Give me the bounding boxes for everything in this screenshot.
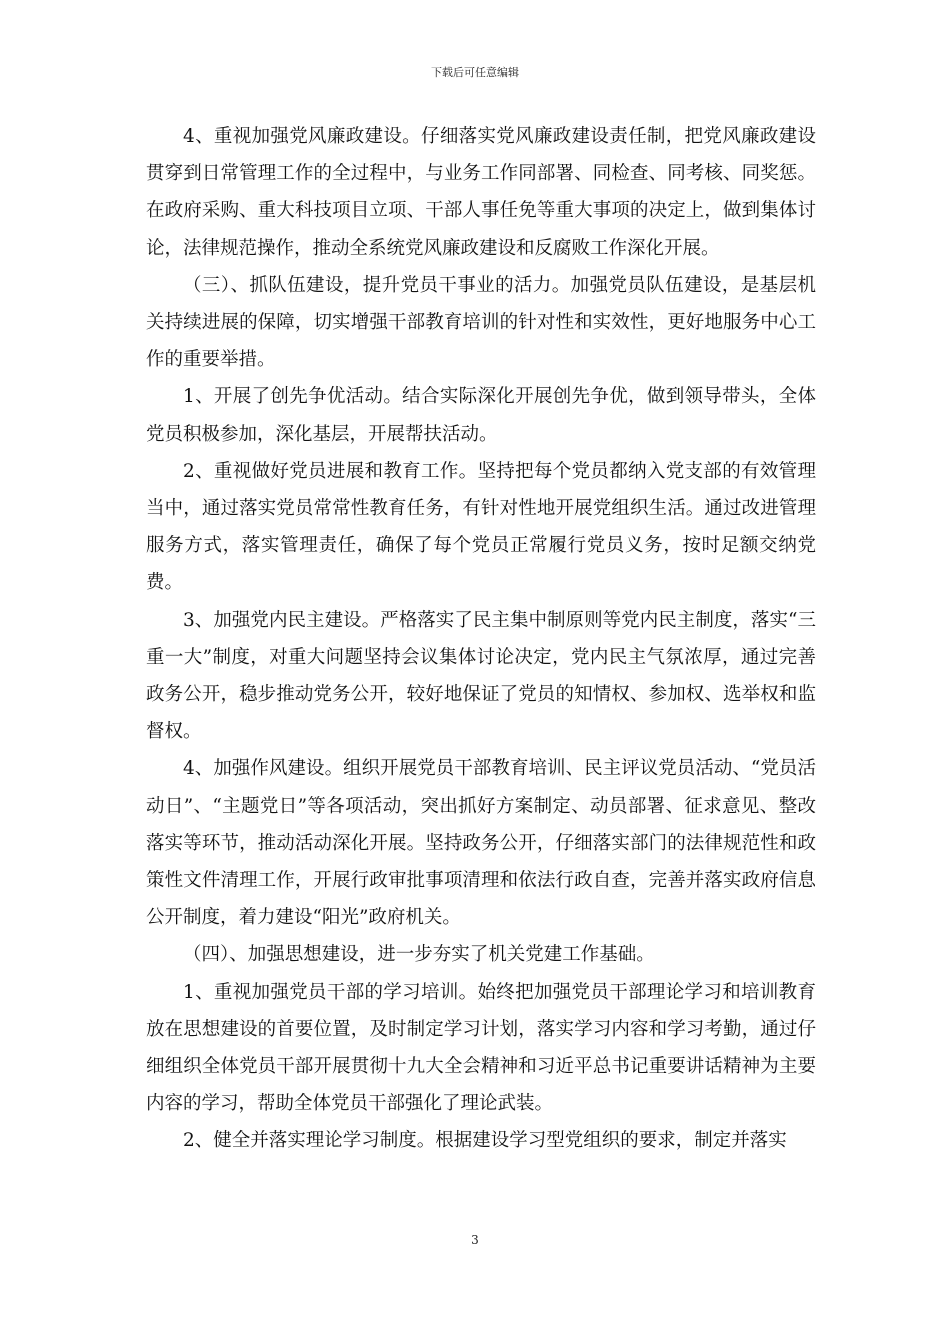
paragraph: 4、加强作风建设。组织开展党员干部教育培训、民主评议党员活动、“党员活动日”、“主题党日”等各项活动，突出抓好方案制定、动员部署、征求意见、整改落实等环节，推动活动深化开展。坚持政务公开，仔细落实部门的法律规范性和政策性文件清理工作，开展行政审批事项清理和依法行政自查，完善并落实政府信息公开制度，着力建设“阳光”政府机关。 (146, 758, 816, 929)
paragraph: 1、开展了创先争优活动。结合实际深化开展创先争优，做到领导带头，全体党员积极参加，深化基层，开展帮扶活动。 (146, 386, 816, 445)
paragraph: 3、加强党内民主建设。严格落实了民主集中制原则等党内民主制度，落实“三重一大”制度，对重大问题坚持会议集体讨论决定，党内民主气氛浓厚，通过完善政务公开，稳步推动党务公开，较好地保证了党员的知情权、参加权、选举权和监督权。 (146, 609, 816, 743)
paragraph: 1、重视加强党员干部的学习培训。始终把加强党员干部理论学习和培训教育放在思想建设的首要位置，及时制定学习计划，落实学习内容和学习考勤，通过仔细组织全体党员干部开展贯彻十九大全会精神和习近平总书记重要讲话精神为主要内容的学习，帮助全体党员干部强化了理论武装。 (146, 981, 816, 1115)
paragraph: （三）、抓队伍建设，提升党员干事业的活力。加强党员队伍建设，是基层机关持续进展的保障，切实增强干部教育培训的针对性和实效性，更好地服务中心工作的重要举措。 (146, 274, 816, 371)
paragraph: 2、健全并落实理论学习制度。根据建设学习型党组织的要求，制定并落实 (183, 1130, 787, 1152)
paragraph: 4、重视加强党风廉政建设。仔细落实党风廉政建设责任制，把党风廉政建设贯穿到日常管理工作的全过程中，与业务工作同部署、同检查、同考核、同奖惩。在政府采购、重大科技项目立项、干部人事任免等重大事项的决定上，做到集体讨论，法律规范操作，推动全系统党风廉政建设和反腐败工作深化开展。 (146, 126, 816, 259)
paragraph: 2、重视做好党员进展和教育工作。坚持把每个党员都纳入党支部的有效管理当中，通过落实党员常常性教育任务，有针对性地开展党组织生活。通过改进管理服务方式，落实管理责任，确保了每个党员正常履行党员义务，按时足额交纳党费。 (146, 460, 816, 594)
page-header: 下载后可任意编辑 (431, 66, 519, 79)
page-number: 3 (471, 1233, 479, 1247)
document-body (146, 118, 816, 1160)
paragraph: （四）、加强思想建设，进一步夯实了机关党建工作基础。 (183, 944, 655, 966)
